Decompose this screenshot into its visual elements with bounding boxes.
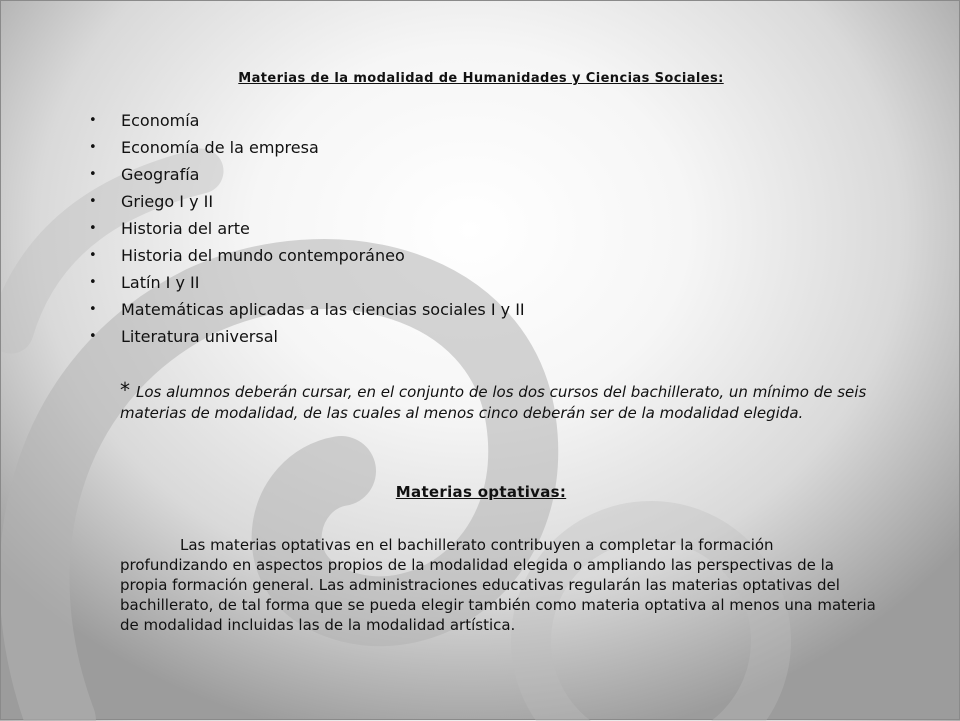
subject-label: Matemáticas aplicadas a las ciencias sociales I y II [121, 300, 525, 319]
optional-subjects-heading: Materias optativas: [395, 483, 567, 501]
list-item [89, 269, 525, 296]
bullet-icon: • [89, 167, 97, 182]
subject-list [89, 107, 525, 350]
bullet-icon: • [89, 221, 97, 236]
list-item [89, 188, 525, 215]
page-title: Materias de la modalidad de Humanidades y Ciencias Sociales: [238, 71, 724, 86]
bullet-icon: • [89, 275, 97, 290]
subject-label: Economía [121, 111, 200, 130]
bullet-icon: • [89, 194, 97, 209]
subject-label: Economía de la empresa [121, 138, 319, 157]
bullet-icon: • [89, 302, 97, 317]
subject-label: Literatura universal [121, 327, 278, 346]
optional-subjects-paragraph: Las materias optativas en el bachillerato contribuyen a completar la formación profundizando en aspectos propios de la modalidad elegida o ampliando las perspectivas de la propia formación general. Las administraciones educativas regularán las materias optativas del bachillerato, de tal forma que se pueda elegir también como materia optativa al menos una materia de modalidad incluidas las de la modalidad artística. [120, 536, 876, 634]
list-item [89, 107, 525, 134]
subject-label: Geografía [121, 165, 200, 184]
bullet-icon: • [89, 248, 97, 263]
subject-label: Historia del arte [121, 219, 250, 238]
list-item [89, 134, 525, 161]
subject-label: Griego I y II [121, 192, 214, 211]
requirement-note [120, 380, 880, 424]
note-text: Los alumnos deberán cursar, en el conjunto de los dos cursos del bachillerato, un mínimo de seis materias de modalidad, de las cuales al menos cinco deberán ser de la modalidad elegida. [120, 383, 867, 422]
bullet-icon: • [89, 113, 97, 128]
bullet-icon: • [89, 329, 97, 344]
subject-label: Historia del mundo contemporáneo [121, 246, 405, 265]
list-item [89, 161, 525, 188]
list-item [89, 296, 525, 323]
list-item [89, 242, 525, 269]
list-item [89, 215, 525, 242]
list-item [89, 323, 525, 350]
subject-label: Latín I y II [121, 273, 200, 292]
bullet-icon: • [89, 140, 97, 155]
asterisk-marker: * [120, 378, 130, 402]
